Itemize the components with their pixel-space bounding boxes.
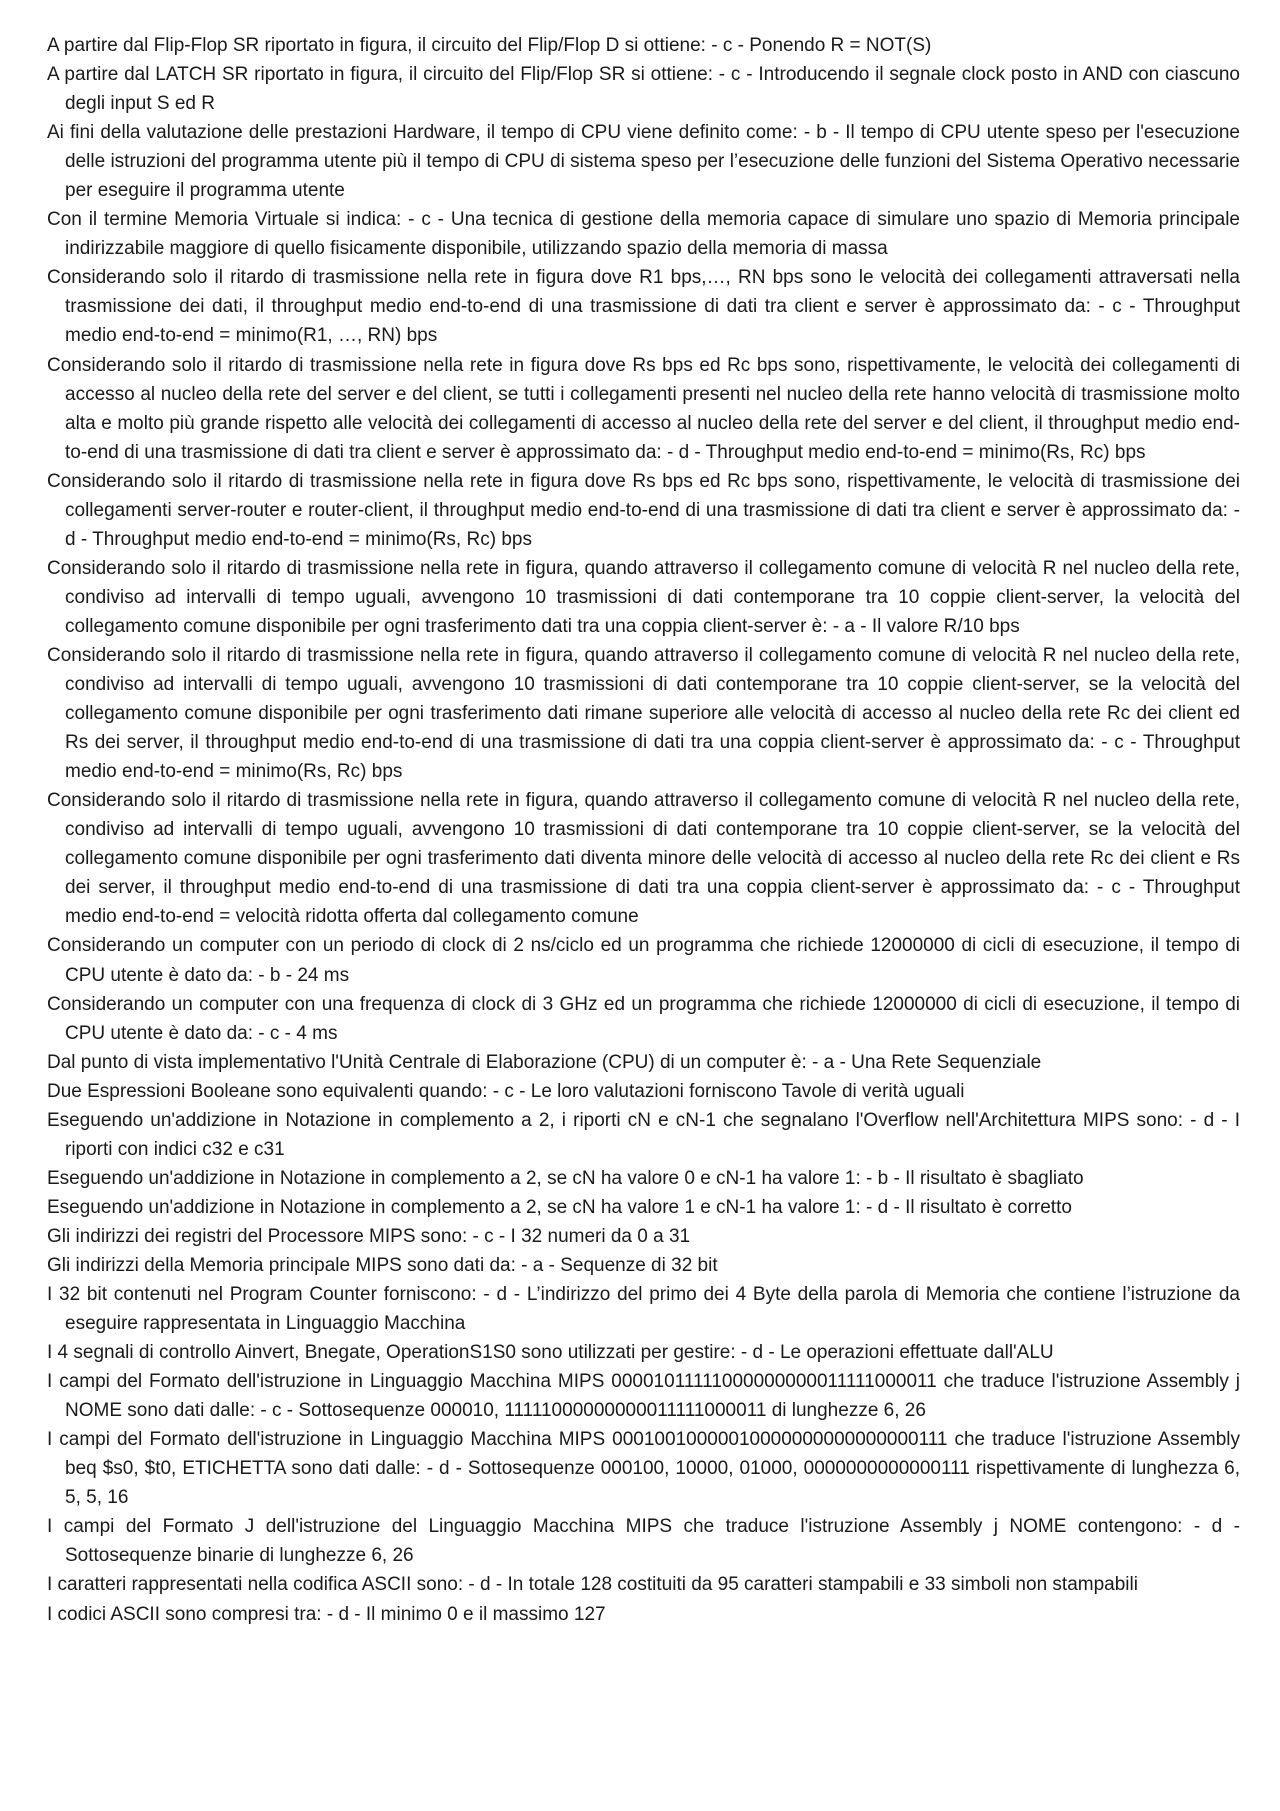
qa-entry-22: I campi del Formato dell'istruzione in Linguaggio Macchina MIPS 00001011111000000000011111000011 che traduce l'istruzione Assembly j NOME sono dati dalle: - c - Sottosequenze 000010, 11111000000000011111000011 di lunghezze 6, 26	[47, 1371, 1240, 1422]
qa-entry-12: Considerando un computer con una frequenza di clock di 3 GHz ed un programma che richiede 12000000 di cicli di esecuzione, il tempo di CPU utente è dato da: - c - 4 ms	[47, 993, 1240, 1044]
qa-entry-21: I 4 segnali di controllo Ainvert, Bnegate, OperationS1S0 sono utilizzati per gestire: - d - Le operazioni effettuate dall'ALU	[47, 1342, 1054, 1364]
qa-entry-17: Eseguendo un'addizione in Notazione in complemento a 2, se cN ha valore 1 e cN-1 ha valore 1: - d - Il risultato è corretto	[47, 1196, 1072, 1218]
qa-entry-16: Eseguendo un'addizione in Notazione in complemento a 2, se cN ha valore 0 e cN-1 ha valore 1: - b - Il risultato è sbagliato	[47, 1167, 1084, 1189]
qa-entry-10: Considerando solo il ritardo di trasmissione nella rete in figura, quando attraverso il collegamento comune di velocità R nel nucleo della rete, condiviso ad intervalli di tempo uguali, avvengono 10 trasmissioni di dati contemporane tra 10 coppie client-server, se la velocità del collegamento comune disponibile per ogni trasferimento dati diventa minore delle velocità di accesso al nucleo della rete Rc dei client e Rs dei server, il throughput medio end-to-end di una trasmissione di dati tra una coppia client-server è approssimato da: - c - Throughput medio end-to-end = velocità ridotta offerta dal collegamento comune	[47, 790, 1240, 928]
qa-entry-7: Considerando solo il ritardo di trasmissione nella rete in figura dove Rs bps ed Rc bps sono, rispettivamente, le velocità di trasmissione dei collegamenti server-router e router-client, il throughput medio end-to-end di una trasmissione di dati tra client e server è approssimato da: - d - Throughput medio end-to-end = minimo(Rs, Rc) bps	[47, 470, 1240, 550]
qa-entry-2: A partire dal LATCH SR riportato in figura, il circuito del Flip/Flop SR si ottiene: - c - Introducendo il segnale clock posto in AND con ciascuno degli input S ed R	[47, 64, 1240, 115]
qa-entry-24: I campi del Formato J dell'istruzione del Linguaggio Macchina MIPS che traduce l'istruzione Assembly j NOME contengono: - d - Sottosequenze binarie di lunghezze 6, 26	[47, 1516, 1240, 1567]
qa-entry-23: I campi del Formato dell'istruzione in Linguaggio Macchina MIPS 00010010000010000000000000000111 che traduce l'istruzione Assembly beq $s0, $t0, ETICHETTA sono dati dalle: - d - Sottosequenze 000100, 10000, 01000, 0000000000000111 rispettivamente di lunghezza 6, 5, 5, 16	[47, 1429, 1240, 1509]
qa-entry-19: Gli indirizzi della Memoria principale MIPS sono dati da: - a - Sequenze di 32 bit	[47, 1254, 718, 1276]
qa-entry-18: Gli indirizzi dei registri del Processore MIPS sono: - c - I 32 numeri da 0 a 31	[47, 1225, 691, 1247]
qa-entry-8: Considerando solo il ritardo di trasmissione nella rete in figura, quando attraverso il collegamento comune di velocità R nel nucleo della rete, condiviso ad intervalli di tempo uguali, avvengono 10 trasmissioni di dati contemporane tra 10 coppie client-server, la velocità del collegamento comune disponibile per ogni trasferimento dati tra una coppia client-server è: - a - Il valore R/10 bps	[47, 557, 1240, 637]
qa-entry-4: Con il termine Memoria Virtuale si indica: - c - Una tecnica di gestione della memoria capace di simulare uno spazio di Memoria principale indirizzabile maggiore di quello fisicamente disponibile, utilizzando spazio della memoria di massa	[47, 209, 1240, 260]
qa-entry-1: A partire dal Flip-Flop SR riportato in figura, il circuito del Flip/Flop D si ottiene: - c - Ponendo R = NOT(S)	[47, 35, 932, 56]
qa-entry-15: Eseguendo un'addizione in Notazione in complemento a 2, i riporti cN e cN-1 che segnalano l'Overflow nell'Architettura MIPS sono: - d - I riporti con indici c32 e c31	[47, 1109, 1240, 1160]
qa-entry-6: Considerando solo il ritardo di trasmissione nella rete in figura dove Rs bps ed Rc bps sono, rispettivamente, le velocità dei collegamenti di accesso al nucleo della rete del server e del client, se tutti i collegamenti presenti nel nucleo della rete hanno velocità di trasmissione molto alta e molto più grande rispetto alle velocità dei collegamenti di accesso al nucleo della rete del server e del client, il throughput medio end-to-end di una trasmissione di dati tra client e server è approssimato da: - d - Throughput medio end-to-end = minimo(Rs, Rc) bps	[47, 354, 1240, 463]
qa-entry-5: Considerando solo il ritardo di trasmissione nella rete in figura dove R1 bps,…, RN bps sono le velocità dei collegamenti attraversati nella trasmissione dei dati, il throughput medio end-to-end di una trasmissione di dati tra client e server è approssimato da: - c - Throughput medio end-to-end = minimo(R1, …, RN) bps	[47, 267, 1240, 347]
qa-entry-26: I codici ASCII sono compresi tra: - d - Il minimo 0 e il massimo 127	[47, 1603, 606, 1625]
qa-entry-14: Due Espressioni Booleane sono equivalenti quando: - c - Le loro valutazioni forniscono Tavole di verità uguali	[47, 1080, 965, 1102]
qa-entry-3: Ai fini della valutazione delle prestazioni Hardware, il tempo di CPU viene definito come: - b - Il tempo di CPU utente speso per l'esecuzione delle istruzioni del programma utente più il tempo di CPU di sistema speso per l’esecuzione delle funzioni del Sistema Operativo necessarie per eseguire il programma utente	[47, 122, 1240, 202]
qa-entry-9: Considerando solo il ritardo di trasmissione nella rete in figura, quando attraverso il collegamento comune di velocità R nel nucleo della rete, condiviso ad intervalli di tempo uguali, avvengono 10 trasmissioni di dati contemporane tra 10 coppie client-server, se la velocità del collegamento comune disponibile per ogni trasferimento dati rimane superiore alle velocità di accesso al nucleo della rete Rc dei client ed Rs dei server, il throughput medio end-to-end di una trasmissione di dati tra una coppia client-server è approssimato da: - c - Throughput medio end-to-end = minimo(Rs, Rc) bps	[47, 644, 1240, 783]
qa-entry-25: I caratteri rappresentati nella codifica ASCII sono: - d - In totale 128 costituiti da 95 caratteri stampabili e 33 simboli non stampabili	[47, 1574, 1138, 1596]
qa-entry-20: I 32 bit contenuti nel Program Counter forniscono: - d - L’indirizzo del primo dei 4 Byte della parola di Memoria che contiene l’istruzione da eseguire rappresentata in Linguaggio Macchina	[47, 1284, 1240, 1335]
qa-entry-13: Dal punto di vista implementativo l'Unità Centrale di Elaborazione (CPU) di un computer è: - a - Una Rete Sequenziale	[47, 1051, 1042, 1073]
qa-entry-11: Considerando un computer con un periodo di clock di 2 ns/ciclo ed un programma che richiede 12000000 di cicli di esecuzione, il tempo di CPU utente è dato da: - b - 24 ms	[47, 935, 1240, 986]
